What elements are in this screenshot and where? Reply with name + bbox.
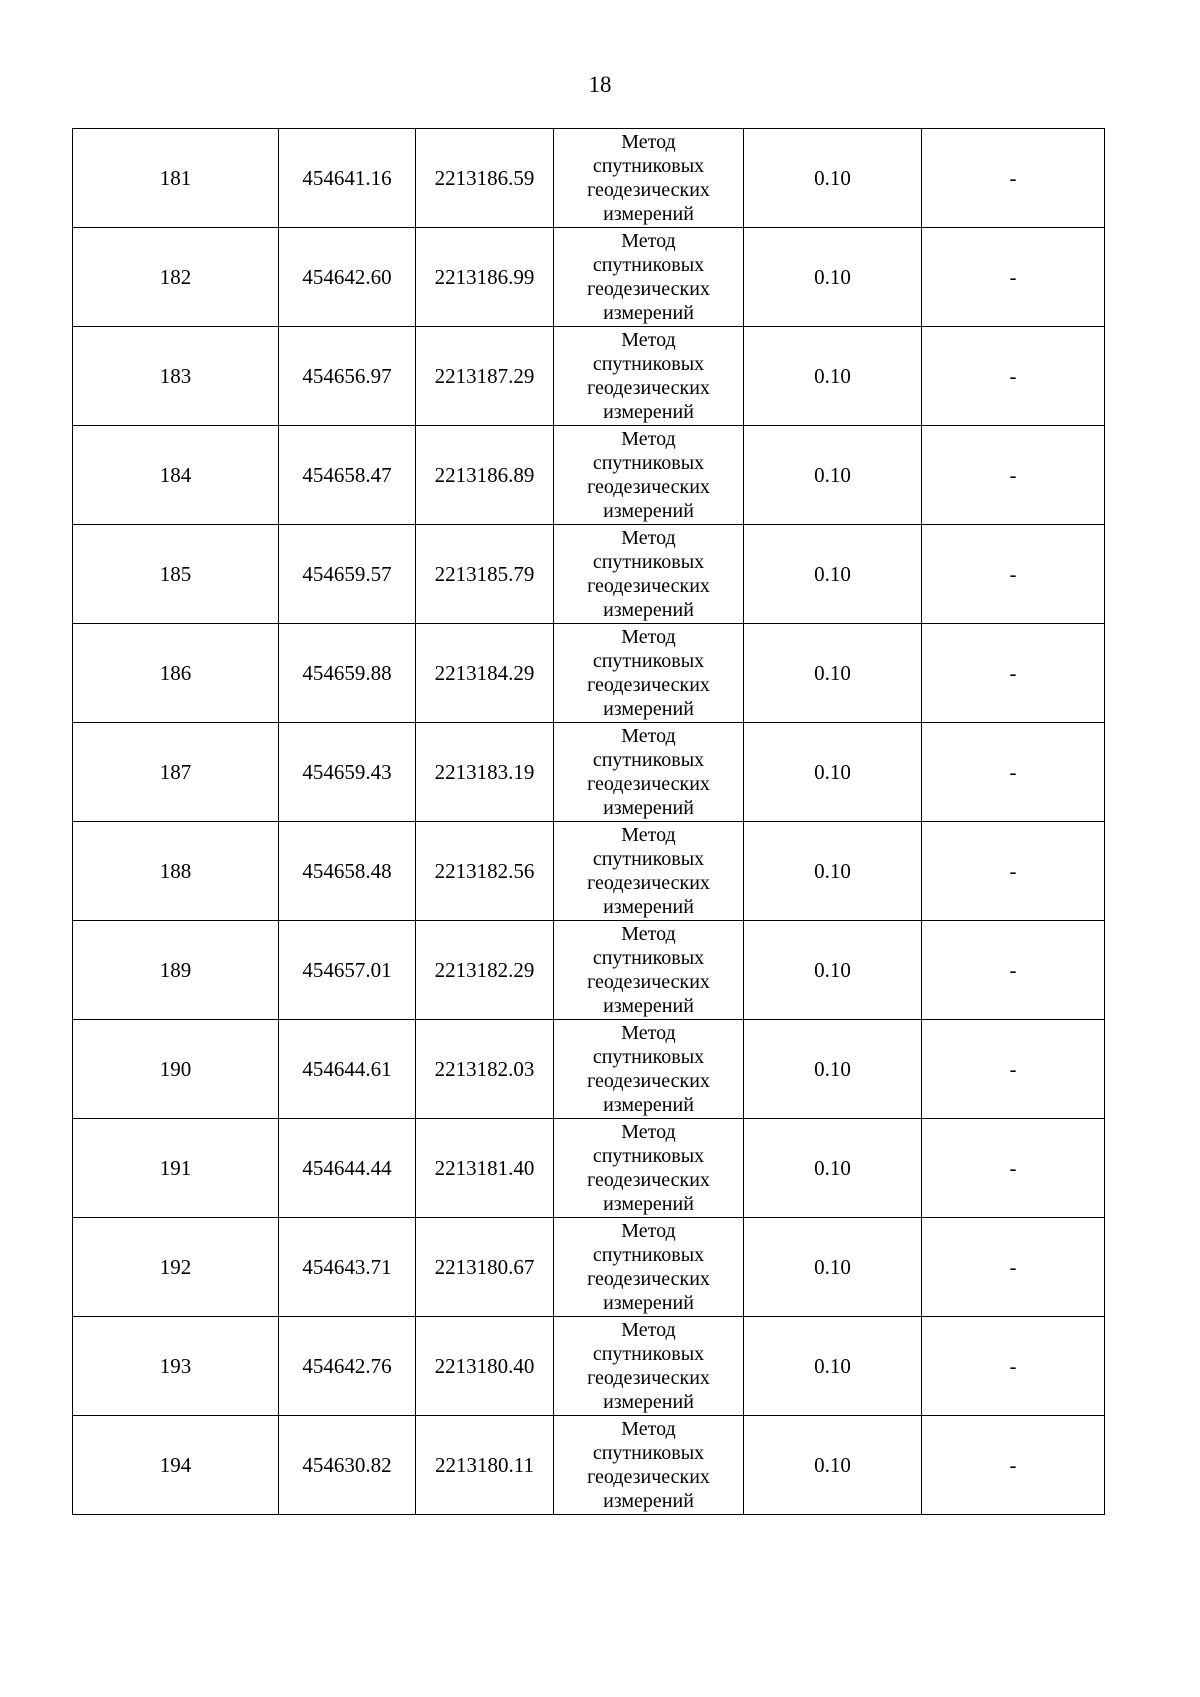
- method-line: геодезических: [587, 1169, 710, 1191]
- point-number-cell: 193: [73, 1317, 279, 1416]
- point-number-cell: 190: [73, 1020, 279, 1119]
- method-line: измерений: [603, 797, 694, 819]
- accuracy-cell: 0.10: [744, 129, 922, 228]
- method-line: геодезических: [587, 575, 710, 597]
- y-coordinate-cell: 2213181.40: [416, 1119, 554, 1218]
- method-line: измерений: [603, 1292, 694, 1314]
- method-line: измерений: [603, 1193, 694, 1215]
- method-line: геодезических: [587, 773, 710, 795]
- method-cell: [554, 1218, 744, 1317]
- note-cell: -: [922, 1416, 1105, 1515]
- point-number-cell: 191: [73, 1119, 279, 1218]
- method-line: измерений: [603, 698, 694, 720]
- method-line: измерений: [603, 401, 694, 423]
- note-cell: -: [922, 426, 1105, 525]
- method-cell: [554, 822, 744, 921]
- method-line: спутниковых: [592, 1244, 705, 1266]
- x-coordinate-cell: 454658.48: [279, 822, 416, 921]
- table-row: [73, 921, 1105, 1020]
- x-coordinate-cell: 454656.97: [279, 327, 416, 426]
- point-number-cell: 194: [73, 1416, 279, 1515]
- method-line: геодезических: [587, 377, 710, 399]
- method-line: геодезических: [587, 1268, 710, 1290]
- method-line: спутниковых: [592, 254, 705, 276]
- method-line: спутниковых: [592, 155, 705, 177]
- accuracy-cell: 0.10: [744, 723, 922, 822]
- method-cell: [554, 327, 744, 426]
- method-line: измерений: [603, 203, 694, 225]
- method-line: Метод: [621, 428, 676, 450]
- note-cell: -: [922, 624, 1105, 723]
- method-line: измерений: [603, 1490, 694, 1512]
- method-line: спутниковых: [592, 452, 705, 474]
- x-coordinate-cell: 454642.60: [279, 228, 416, 327]
- method-cell: [554, 624, 744, 723]
- accuracy-cell: 0.10: [744, 426, 922, 525]
- method-line: геодезических: [587, 179, 710, 201]
- method-line: Метод: [621, 824, 676, 846]
- accuracy-cell: 0.10: [744, 1119, 922, 1218]
- method-line: спутниковых: [592, 353, 705, 375]
- table-row: [73, 822, 1105, 921]
- method-cell: [554, 1416, 744, 1515]
- point-number-cell: 189: [73, 921, 279, 1020]
- note-cell: -: [922, 1218, 1105, 1317]
- x-coordinate-cell: 454642.76: [279, 1317, 416, 1416]
- method-line: измерений: [603, 995, 694, 1017]
- table-row: [73, 1119, 1105, 1218]
- table-row: [73, 1020, 1105, 1119]
- x-coordinate-cell: 454644.61: [279, 1020, 416, 1119]
- table-row: [73, 228, 1105, 327]
- method-line: Метод: [621, 725, 676, 747]
- y-coordinate-cell: 2213180.11: [416, 1416, 554, 1515]
- note-cell: -: [922, 822, 1105, 921]
- x-coordinate-cell: 454659.57: [279, 525, 416, 624]
- method-line: измерений: [603, 1391, 694, 1413]
- table-row: [73, 525, 1105, 624]
- accuracy-cell: 0.10: [744, 624, 922, 723]
- table-row: [73, 426, 1105, 525]
- y-coordinate-cell: 2213186.59: [416, 129, 554, 228]
- accuracy-cell: 0.10: [744, 228, 922, 327]
- note-cell: -: [922, 129, 1105, 228]
- note-cell: -: [922, 921, 1105, 1020]
- method-line: Метод: [621, 923, 676, 945]
- table-row: [73, 327, 1105, 426]
- method-cell: [554, 1119, 744, 1218]
- point-number-cell: 187: [73, 723, 279, 822]
- method-line: измерений: [603, 500, 694, 522]
- accuracy-cell: 0.10: [744, 525, 922, 624]
- note-cell: -: [922, 1020, 1105, 1119]
- accuracy-cell: 0.10: [744, 1020, 922, 1119]
- x-coordinate-cell: 454641.16: [279, 129, 416, 228]
- note-cell: -: [922, 1317, 1105, 1416]
- method-cell: [554, 129, 744, 228]
- y-coordinate-cell: 2213183.19: [416, 723, 554, 822]
- method-line: Метод: [621, 1022, 676, 1044]
- method-line: спутниковых: [592, 749, 705, 771]
- method-line: Метод: [621, 1418, 676, 1440]
- method-line: измерений: [603, 599, 694, 621]
- method-cell: [554, 1317, 744, 1416]
- accuracy-cell: 0.10: [744, 822, 922, 921]
- accuracy-cell: 0.10: [744, 327, 922, 426]
- y-coordinate-cell: 2213186.89: [416, 426, 554, 525]
- method-line: геодезических: [587, 872, 710, 894]
- method-line: Метод: [621, 131, 676, 153]
- method-cell: [554, 921, 744, 1020]
- x-coordinate-cell: 454644.44: [279, 1119, 416, 1218]
- method-line: спутниковых: [592, 1046, 705, 1068]
- method-line: измерений: [603, 302, 694, 324]
- coordinates-table-body: [73, 129, 1105, 1515]
- method-line: геодезических: [587, 1466, 710, 1488]
- method-cell: [554, 1020, 744, 1119]
- coordinates-table: [72, 128, 1105, 1515]
- accuracy-cell: 0.10: [744, 1416, 922, 1515]
- method-line: геодезических: [587, 476, 710, 498]
- table-row: [73, 1416, 1105, 1515]
- note-cell: -: [922, 525, 1105, 624]
- x-coordinate-cell: 454659.43: [279, 723, 416, 822]
- point-number-cell: 184: [73, 426, 279, 525]
- method-line: Метод: [621, 1220, 676, 1242]
- note-cell: -: [922, 228, 1105, 327]
- method-cell: [554, 426, 744, 525]
- point-number-cell: 186: [73, 624, 279, 723]
- method-line: геодезических: [587, 971, 710, 993]
- method-line: Метод: [621, 626, 676, 648]
- y-coordinate-cell: 2213182.29: [416, 921, 554, 1020]
- table-row: [73, 1218, 1105, 1317]
- point-number-cell: 181: [73, 129, 279, 228]
- method-line: геодезических: [587, 278, 710, 300]
- method-line: Метод: [621, 329, 676, 351]
- point-number-cell: 182: [73, 228, 279, 327]
- accuracy-cell: 0.10: [744, 921, 922, 1020]
- x-coordinate-cell: 454658.47: [279, 426, 416, 525]
- method-line: измерений: [603, 1094, 694, 1116]
- method-line: спутниковых: [592, 650, 705, 672]
- method-line: спутниковых: [592, 947, 705, 969]
- table-row: [73, 129, 1105, 228]
- table-row: [73, 723, 1105, 822]
- method-line: спутниковых: [592, 1145, 705, 1167]
- point-number-cell: 183: [73, 327, 279, 426]
- x-coordinate-cell: 454643.71: [279, 1218, 416, 1317]
- y-coordinate-cell: 2213185.79: [416, 525, 554, 624]
- point-number-cell: 192: [73, 1218, 279, 1317]
- method-line: Метод: [621, 230, 676, 252]
- method-line: геодезических: [587, 674, 710, 696]
- method-cell: [554, 525, 744, 624]
- table-row: [73, 1317, 1105, 1416]
- y-coordinate-cell: 2213186.99: [416, 228, 554, 327]
- method-line: спутниковых: [592, 1343, 705, 1365]
- y-coordinate-cell: 2213182.03: [416, 1020, 554, 1119]
- accuracy-cell: 0.10: [744, 1218, 922, 1317]
- point-number-cell: 185: [73, 525, 279, 624]
- method-line: геодезических: [587, 1367, 710, 1389]
- y-coordinate-cell: 2213187.29: [416, 327, 554, 426]
- y-coordinate-cell: 2213182.56: [416, 822, 554, 921]
- y-coordinate-cell: 2213180.40: [416, 1317, 554, 1416]
- y-coordinate-cell: 2213184.29: [416, 624, 554, 723]
- x-coordinate-cell: 454630.82: [279, 1416, 416, 1515]
- method-line: Метод: [621, 1319, 676, 1341]
- method-line: измерений: [603, 896, 694, 918]
- method-line: спутниковых: [592, 848, 705, 870]
- note-cell: -: [922, 723, 1105, 822]
- accuracy-cell: 0.10: [744, 1317, 922, 1416]
- note-cell: -: [922, 327, 1105, 426]
- y-coordinate-cell: 2213180.67: [416, 1218, 554, 1317]
- method-line: спутниковых: [592, 1442, 705, 1464]
- method-line: спутниковых: [592, 551, 705, 573]
- method-cell: [554, 723, 744, 822]
- x-coordinate-cell: 454659.88: [279, 624, 416, 723]
- method-line: Метод: [621, 527, 676, 549]
- method-line: геодезических: [587, 1070, 710, 1092]
- method-cell: [554, 228, 744, 327]
- method-line: Метод: [621, 1121, 676, 1143]
- note-cell: -: [922, 1119, 1105, 1218]
- x-coordinate-cell: 454657.01: [279, 921, 416, 1020]
- page-number: 18: [588, 72, 612, 97]
- point-number-cell: 188: [73, 822, 279, 921]
- table-row: [73, 624, 1105, 723]
